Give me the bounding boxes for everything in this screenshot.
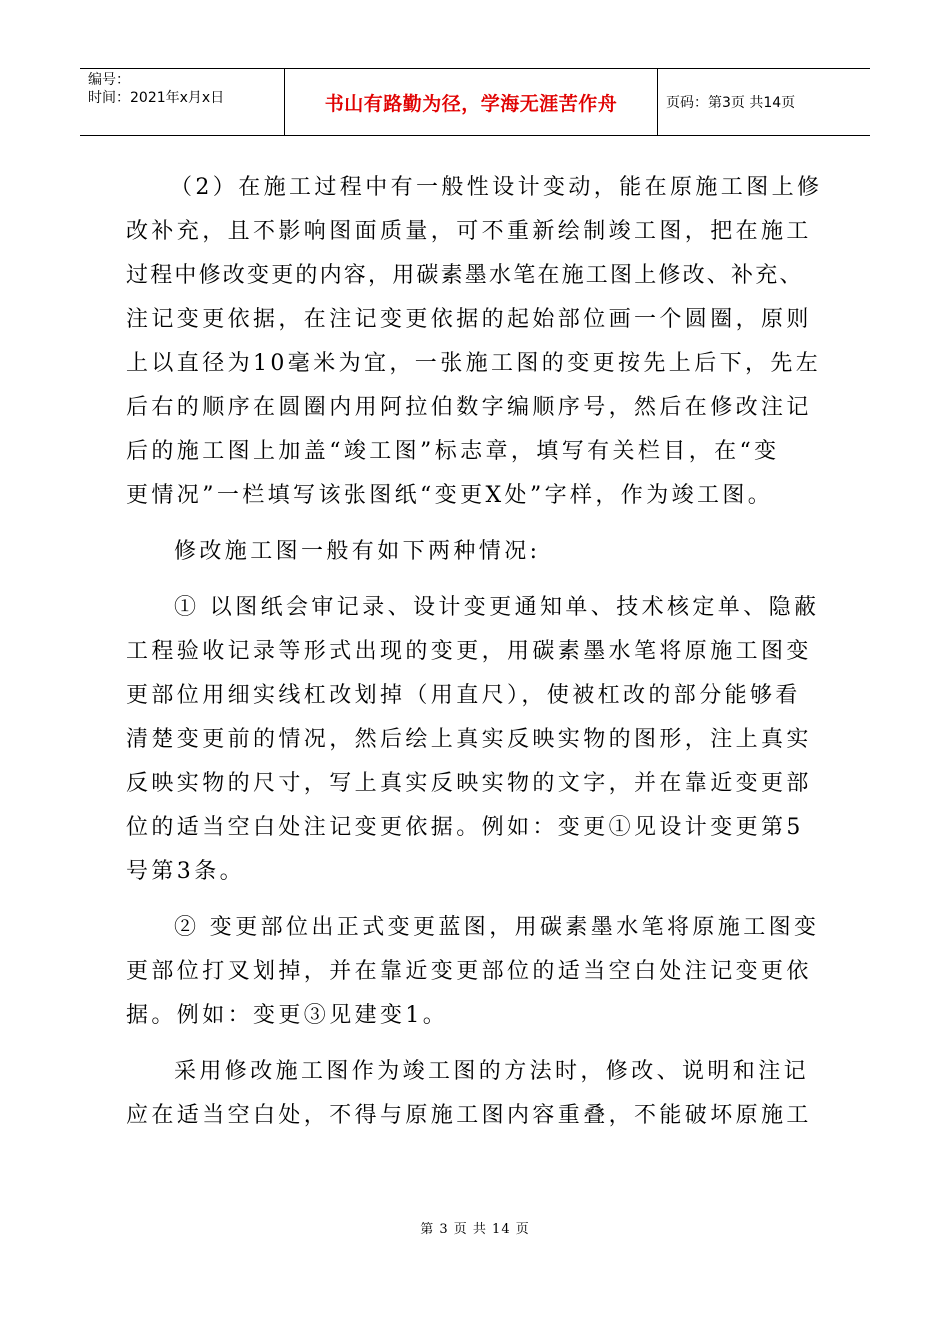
text-line: 工程验收记录等形式出现的变更，用碳素墨水笔将原施工图变 (126, 639, 812, 664)
doc-code-label: 编号： (88, 72, 130, 88)
text-line: 后的施工图上加盖“竣工图”标志章，填写有关栏目，在“变 (126, 439, 780, 464)
document-body (126, 166, 826, 1138)
text-line: （2）在施工过程中有一般性设计变动，能在原施工图上修 (170, 175, 823, 200)
text-line: 注记变更依据，在注记变更依据的起始部位画一个圆圈，原则 (126, 307, 812, 332)
text-line: 更部位用细实线杠改划掉（用直尺），使被杠改的部分能够看 (126, 683, 801, 708)
text-line: 更部位打叉划掉，并在靠近变更部位的适当空白处注记变更依 (126, 959, 812, 984)
text-line: 过程中修改变更的内容，用碳素墨水笔在施工图上修改、补充、 (126, 263, 804, 288)
text-line: 后右的顺序在圆圈内用阿拉伯数字编顺序号，然后在修改注记 (126, 395, 812, 420)
text-line: 位的适当空白处注记变更依据。例如：变更①见设计变更第5 (126, 815, 804, 840)
header-page-number: 页码：第3页 共14页 (666, 95, 796, 111)
doc-date-label: 时间：2021年x月x日 (88, 90, 225, 106)
text-line: 修改施工图一般有如下两种情况: (174, 539, 541, 564)
header-motto: 书山有路勤为径，学海无涯苦作舟 (285, 69, 658, 135)
text-line: 据。例如：变更③见建变1。 (126, 1003, 449, 1028)
text-line: 采用修改施工图作为竣工图的方法时，修改、说明和注记 (174, 1059, 810, 1084)
header-meta (80, 69, 285, 135)
text-line: 号第3条。 (126, 859, 245, 884)
page-header (80, 68, 870, 136)
text-line: ② 变更部位出正式变更蓝图，用碳素墨水笔将原施工图变 (174, 915, 820, 940)
text-line: 上以直径为10毫米为宜，一张施工图的变更按先上后下，先左 (126, 351, 822, 376)
text-line: 改补充，且不影响图面质量，可不重新绘制竣工图，把在施工 (126, 219, 812, 244)
text-line: 反映实物的尺寸，写上真实反映实物的文字，并在靠近变更部 (126, 771, 812, 796)
text-line: 应在适当空白处，不得与原施工图内容重叠，不能破坏原施工 (126, 1103, 812, 1128)
text-line: 更情况”一栏填写该张图纸“变更X处”字样，作为竣工图。 (126, 483, 774, 508)
page-footer: 第 3 页 共 14 页 (420, 1222, 530, 1237)
text-line: 清楚变更前的情况，然后绘上真实反映实物的图形，注上真实 (126, 727, 812, 752)
text-line: ① 以图纸会审记录、设计变更通知单、技术核定单、隐蔽 (174, 595, 820, 620)
